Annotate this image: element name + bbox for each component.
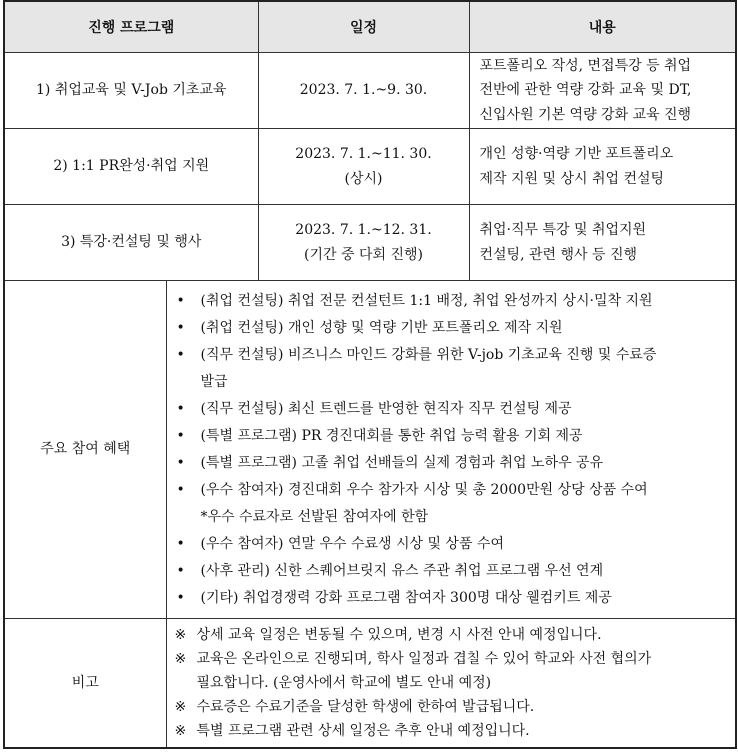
content-line: 제작 지원 및 상시 취업 컨설팅 (479, 170, 665, 187)
benefit-text: (취업 컨설팅) 취업 전문 컨설턴트 1:1 배정, 취업 완성까지 상시·밀착 지원 (200, 292, 653, 309)
benefit-text: (직무 컨설팅) 비즈니스 마인드 강화를 위한 V-job 기초교육 진행 및 수료증 (200, 346, 657, 363)
note-item (175, 719, 736, 743)
program-row (4, 53, 736, 129)
content-line: 취업·직무 특강 및 취업지원 (479, 222, 647, 238)
benefits-row (4, 281, 736, 619)
benefit-text: 발급 (200, 373, 228, 390)
benefit-text: (기타) 취업경쟁력 강화 프로그램 참여자 300명 대상 웰컴키트 제공 (200, 589, 612, 606)
benefit-item (173, 450, 736, 477)
header-program: 진행 프로그램 (4, 1, 258, 53)
benefit-text: (직무 컨설팅) 최신 트렌드를 반영한 현직자 직무 컨설팅 제공 (200, 400, 572, 417)
content-line: 포트폴리오 작성, 면접특강 등 취업 (479, 57, 692, 74)
benefit-text: *우수 수료자로 선발된 참여자에 한함 (200, 508, 429, 525)
benefit-item (173, 531, 736, 558)
notes-cell (166, 619, 736, 749)
benefit-text: (취업 컨설팅) 개인 성향 및 역량 기반 포트폴리오 제작 지원 (200, 319, 563, 336)
benefit-item (173, 342, 736, 396)
bullet-icon: • (176, 319, 185, 336)
note-text: 수료증은 수료기준을 달성한 학생에 한하여 발급됩니다. (196, 699, 535, 715)
benefit-item (173, 423, 736, 450)
benefit-text: (특별 프로그램) PR 경진대회를 통한 취업 능력 활용 기회 제공 (200, 427, 583, 444)
schedule-line: 2023. 7. 1.~12. 31. (295, 221, 432, 238)
reference-mark-icon: ※ (174, 723, 187, 739)
bullet-icon: • (176, 454, 185, 471)
benefit-item (173, 396, 736, 423)
reference-mark-icon: ※ (174, 651, 187, 667)
header-row (4, 1, 736, 53)
note-text: 교육은 온라인으로 진행되며, 학사 일정과 겹칠 수 있어 학교와 사전 협의가 (196, 651, 652, 667)
program-table (3, 0, 737, 749)
program-schedule (258, 53, 469, 129)
notes-label: 비고 (4, 619, 166, 749)
program-content (469, 53, 736, 129)
content-line: 전반에 관한 역량 강화 교육 및 DT, (479, 82, 692, 99)
note-item (175, 623, 736, 647)
benefit-text: (우수 참여자) 연말 우수 수료생 시상 및 상품 수여 (200, 535, 504, 552)
note-text: 필요합니다. (운영사에서 학교에 별도 안내 예정) (196, 675, 492, 691)
program-row (4, 205, 736, 281)
benefit-text: (특별 프로그램) 고졸 취업 선배들의 실제 경험과 취업 노하우 공유 (200, 454, 604, 471)
header-content: 내용 (469, 1, 736, 53)
benefits-cell (166, 281, 736, 619)
header-schedule: 일정 (258, 1, 469, 53)
benefit-item (173, 558, 736, 585)
schedule-line: 2023. 7. 1.~11. 30. (295, 145, 432, 162)
benefits-label: 주요 참여 혜택 (4, 281, 166, 619)
schedule-line: (기간 중 다회 진행) (304, 246, 423, 263)
program-schedule (258, 129, 469, 205)
benefits-list (173, 288, 736, 612)
schedule-line: (상시) (344, 170, 383, 187)
bullet-icon: • (176, 562, 185, 579)
content-line: 컨설팅, 관련 행사 등 진행 (479, 246, 637, 263)
bullet-icon: • (176, 292, 185, 309)
bullet-icon: • (176, 400, 185, 417)
benefit-item (173, 585, 736, 612)
program-content (469, 129, 736, 205)
benefit-item (173, 477, 736, 531)
benefit-item (173, 315, 736, 342)
schedule-line: 2023. 7. 1.~9. 30. (299, 82, 428, 98)
note-text: 상세 교육 일정은 변동될 수 있으며, 변경 시 사전 안내 예정입니다. (196, 627, 602, 643)
program-row (4, 129, 736, 205)
program-schedule (258, 205, 469, 281)
content-line: 개인 성향·역량 기반 포트폴리오 (479, 146, 674, 162)
note-item (175, 647, 736, 695)
benefit-item (173, 288, 736, 315)
reference-mark-icon: ※ (174, 699, 187, 715)
benefit-text: (우수 참여자) 경진대회 우수 참가자 시상 및 총 2000만원 상당 상품 수여 (200, 481, 648, 498)
note-item (175, 695, 736, 719)
reference-mark-icon: ※ (174, 627, 187, 643)
program-content (469, 205, 736, 281)
bullet-icon: • (176, 589, 185, 606)
bullet-icon: • (176, 535, 185, 552)
bullet-icon: • (176, 481, 185, 498)
bullet-icon: • (176, 427, 185, 444)
program-name: 2) 1:1 PR완성·취업 지원 (4, 129, 258, 205)
note-text: 특별 프로그램 관련 상세 일정은 추후 안내 예정입니다. (196, 723, 530, 739)
bullet-icon: • (176, 346, 185, 363)
program-name: 1) 취업교육 및 V-Job 기초교육 (4, 53, 258, 129)
program-name: 3) 특강·컨설팅 및 행사 (4, 205, 258, 281)
content-line: 신입사원 기본 역량 강화 교육 진행 (479, 106, 692, 123)
benefit-text: (사후 관리) 신한 스퀘어브릿지 유스 주관 취업 프로그램 우선 연계 (200, 562, 604, 579)
notes-row (4, 619, 736, 749)
